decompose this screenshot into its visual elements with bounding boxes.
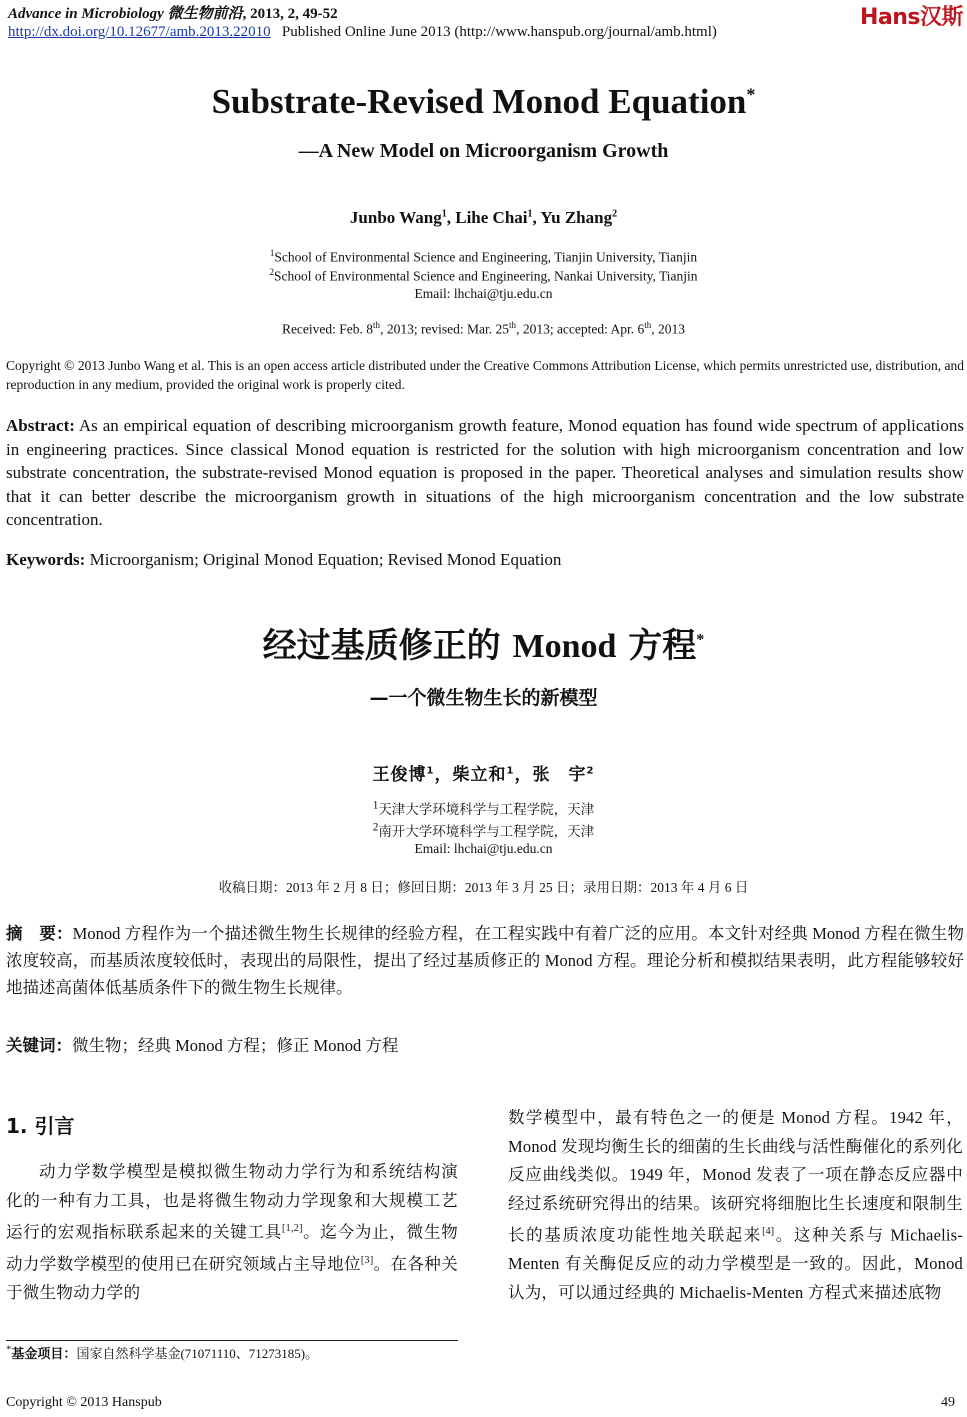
intro-text: 动力学数学模型是模拟微生物动力学行为和系统结构演化的一种有力工具，也是将微生物动力学现象和大规模工艺运行的宏观指标联系起来的关键工具 xyxy=(6,1162,458,1242)
title-footnote-mark: * xyxy=(696,631,705,649)
affiliation-cn-2 xyxy=(0,820,967,840)
title-cn-part: 经过基质修正的 xyxy=(262,626,501,666)
citation: [3] xyxy=(360,1255,374,1267)
keywords-label: Keywords: xyxy=(6,550,86,569)
affil-text: 南开大学环境科学与工程学院，天津 xyxy=(378,824,595,839)
received-dates-cn: 收稿日期：2013 年 2 月 8 日；修回日期：2013 年 3 月 25 日；录用日期：2013 年 4 月 6 日 xyxy=(218,880,749,895)
author-separator: ， xyxy=(434,765,453,785)
author-separator: , xyxy=(532,208,541,227)
affil-mark: 1 xyxy=(269,248,275,258)
affil-text: School of Environmental Science and Engineering, Tianjin University, Tianjin xyxy=(274,249,698,265)
received-dates xyxy=(0,320,967,338)
title-footnote-mark: * xyxy=(746,84,756,105)
journal-name-cn: 微生物前沿 xyxy=(167,6,243,22)
ordinal: th xyxy=(373,320,381,330)
author-affil-mark: 1 xyxy=(426,765,435,777)
author-list-cn xyxy=(0,760,967,785)
license-notice: Copyright © 2013 Junbo Wang et al. This is an open access article distributed under the Creative Commons Attribution License, which permits unrestricted use, distribution, and reproduction in any medium, provided the original work is properly cited. xyxy=(6,358,964,392)
keywords-text: Microorganism; Original Monod Equation; Revised Monod Equation xyxy=(89,550,562,569)
intro-text: 。在各种关于微生物动力学的 xyxy=(6,1254,458,1303)
abstract-label-cn: 摘 要： xyxy=(6,924,73,943)
ordinal: th xyxy=(509,320,517,330)
keywords-label-cn: 关键词： xyxy=(6,1036,72,1055)
published-online: Published Online June 2013 (http://www.hanspub.org/journal/amb.html) xyxy=(281,24,717,40)
affil-mark: 1 xyxy=(372,799,379,812)
funding-footnote xyxy=(6,1343,318,1362)
year-text: , 2013 xyxy=(651,321,686,337)
abstract-en xyxy=(6,414,964,532)
keywords-en xyxy=(6,550,561,570)
journal-name: Advance in Microbiology xyxy=(8,6,164,22)
intro-right-column xyxy=(508,1104,963,1308)
paper-subtitle: —A New Model on Microorganism Growth xyxy=(298,140,669,162)
author-affil-mark: 1 xyxy=(527,208,533,220)
logo-latin: Hans xyxy=(859,5,920,30)
footnote-mark: * xyxy=(6,1343,12,1356)
affiliation-cn-1 xyxy=(0,798,967,818)
abstract-text: As an empirical equation of describing microorganism growth feature, Monod equation has found wide spectrum of applications in engineering practices. Since classical Monod equation is restricted for the solution with high microorganism concentration and low substrate concentration, the substrate-revised Monod equation is proposed in the paper. Theoretical analyses and simulation results show that it can better describe the microorganism growth in situations of the high microorganism concentration and the low substrate concentration. xyxy=(6,416,964,529)
footer-copyright: Copyright © 2013 Hanspub xyxy=(6,1395,162,1410)
logo-cn: 汉斯 xyxy=(919,5,963,30)
author-list xyxy=(0,208,967,228)
affil-mark: 2 xyxy=(372,821,379,834)
ordinal: th xyxy=(644,320,652,330)
journal-volume: , 2013, 2, 49-52 xyxy=(242,6,338,22)
author: Junbo Wang xyxy=(349,208,442,227)
revised-text: , 2013; revised: Mar. 25 xyxy=(380,321,510,337)
footnote-rule xyxy=(6,1340,458,1341)
affiliation-2 xyxy=(0,267,967,285)
affil-mark: 2 xyxy=(269,267,274,277)
hans-logo xyxy=(860,0,963,31)
footnote-text: 国家自然科学基金(71071110、71273185)。 xyxy=(76,1346,319,1361)
citation: [4] xyxy=(762,1226,775,1238)
author-affil-mark: 2 xyxy=(612,208,618,220)
doi-line xyxy=(8,24,717,41)
author: 张 宇 xyxy=(532,765,587,785)
footnote-label: 基金项目： xyxy=(11,1347,77,1362)
paper-title-cn xyxy=(0,618,967,667)
paper-title xyxy=(0,82,967,122)
author-email: Email: lhchai@tju.edu.cn xyxy=(414,286,553,301)
author: 柴立和 xyxy=(452,765,507,785)
abstract-label: Abstract: xyxy=(6,416,75,435)
abstract-text-cn: Monod 方程作为一个描述微生物生长规律的经验方程，在工程实践中有着广泛的应用。本文针对经典 Monod 方程在微生物浓度较高，而基质浓度较低时，表现出的局限性，提出了经过基质修正的 Monod 方程。理论分析和模拟结果表明，此方程能够较好地描述高菌体低基质条件下的微生物生长规律。 xyxy=(6,924,965,997)
affil-text: School of Environmental Science and Engineering, Nankai University, Tianjin xyxy=(273,268,698,284)
accepted-text: , 2013; accepted: Apr. 6 xyxy=(516,321,645,337)
author-email-cn: Email: lhchai@tju.edu.cn xyxy=(414,841,553,856)
intro-text: 。迄今为止，微生物动力学数学模型的使用已在研究领域占主导地位 xyxy=(6,1222,458,1274)
author: Yu Zhang xyxy=(540,208,613,227)
abstract-cn xyxy=(6,920,964,1001)
author-separator: , xyxy=(446,208,456,227)
received-text: Received: Feb. 8 xyxy=(281,321,374,337)
journal-header xyxy=(8,2,338,23)
doi-link[interactable]: http://dx.doi.org/10.12677/amb.2013.22010 xyxy=(8,24,271,40)
author: Lihe Chai xyxy=(455,208,528,227)
page-number: 49 xyxy=(941,1395,955,1410)
paper-subtitle-cn: —一个微生物生长的新模型 xyxy=(369,687,598,709)
title-text: Substrate-Revised Monod Equation xyxy=(211,82,747,121)
title-cn-part: Monod xyxy=(512,628,617,665)
intro-text: 。这种关系与 Michaelis-Menten 有关酶促反应的动力学模型是一致的。因此，Monod 认为，可以通过经典的 Michaelis-Menten 方程式来描述底物 xyxy=(508,1225,963,1303)
author-affil-mark: 1 xyxy=(441,208,447,220)
affil-text: 天津大学环境科学与工程学院，天津 xyxy=(378,802,595,817)
intro-text: 数学模型中，最有特色之一的便是 Monod 方程。1942 年，Monod 发现均衡生长的细菌的生长曲线与活性酶催化的系列化反应曲线类似。1949 年，Monod 发表了一项在静态反应器中经过系统研究得出的结果。该研究将细胞比生长速度和限制生长的基质浓度功能性地关联起来 xyxy=(508,1108,963,1245)
title-cn-part: 方程 xyxy=(628,626,697,666)
intro-left-column xyxy=(6,1158,458,1308)
author-affil-mark: 2 xyxy=(586,765,595,777)
keywords-text-cn: 微生物；经典 Monod 方程；修正 Monod 方程 xyxy=(72,1036,399,1055)
affiliation-1 xyxy=(0,248,967,266)
author-separator: ， xyxy=(514,765,533,785)
author: 王俊博 xyxy=(372,765,427,785)
section-heading-intro: 1. 引言 xyxy=(6,1114,75,1138)
author-affil-mark: 1 xyxy=(506,765,515,777)
keywords-cn xyxy=(6,1032,398,1056)
citation: [1,2] xyxy=(282,1223,303,1235)
